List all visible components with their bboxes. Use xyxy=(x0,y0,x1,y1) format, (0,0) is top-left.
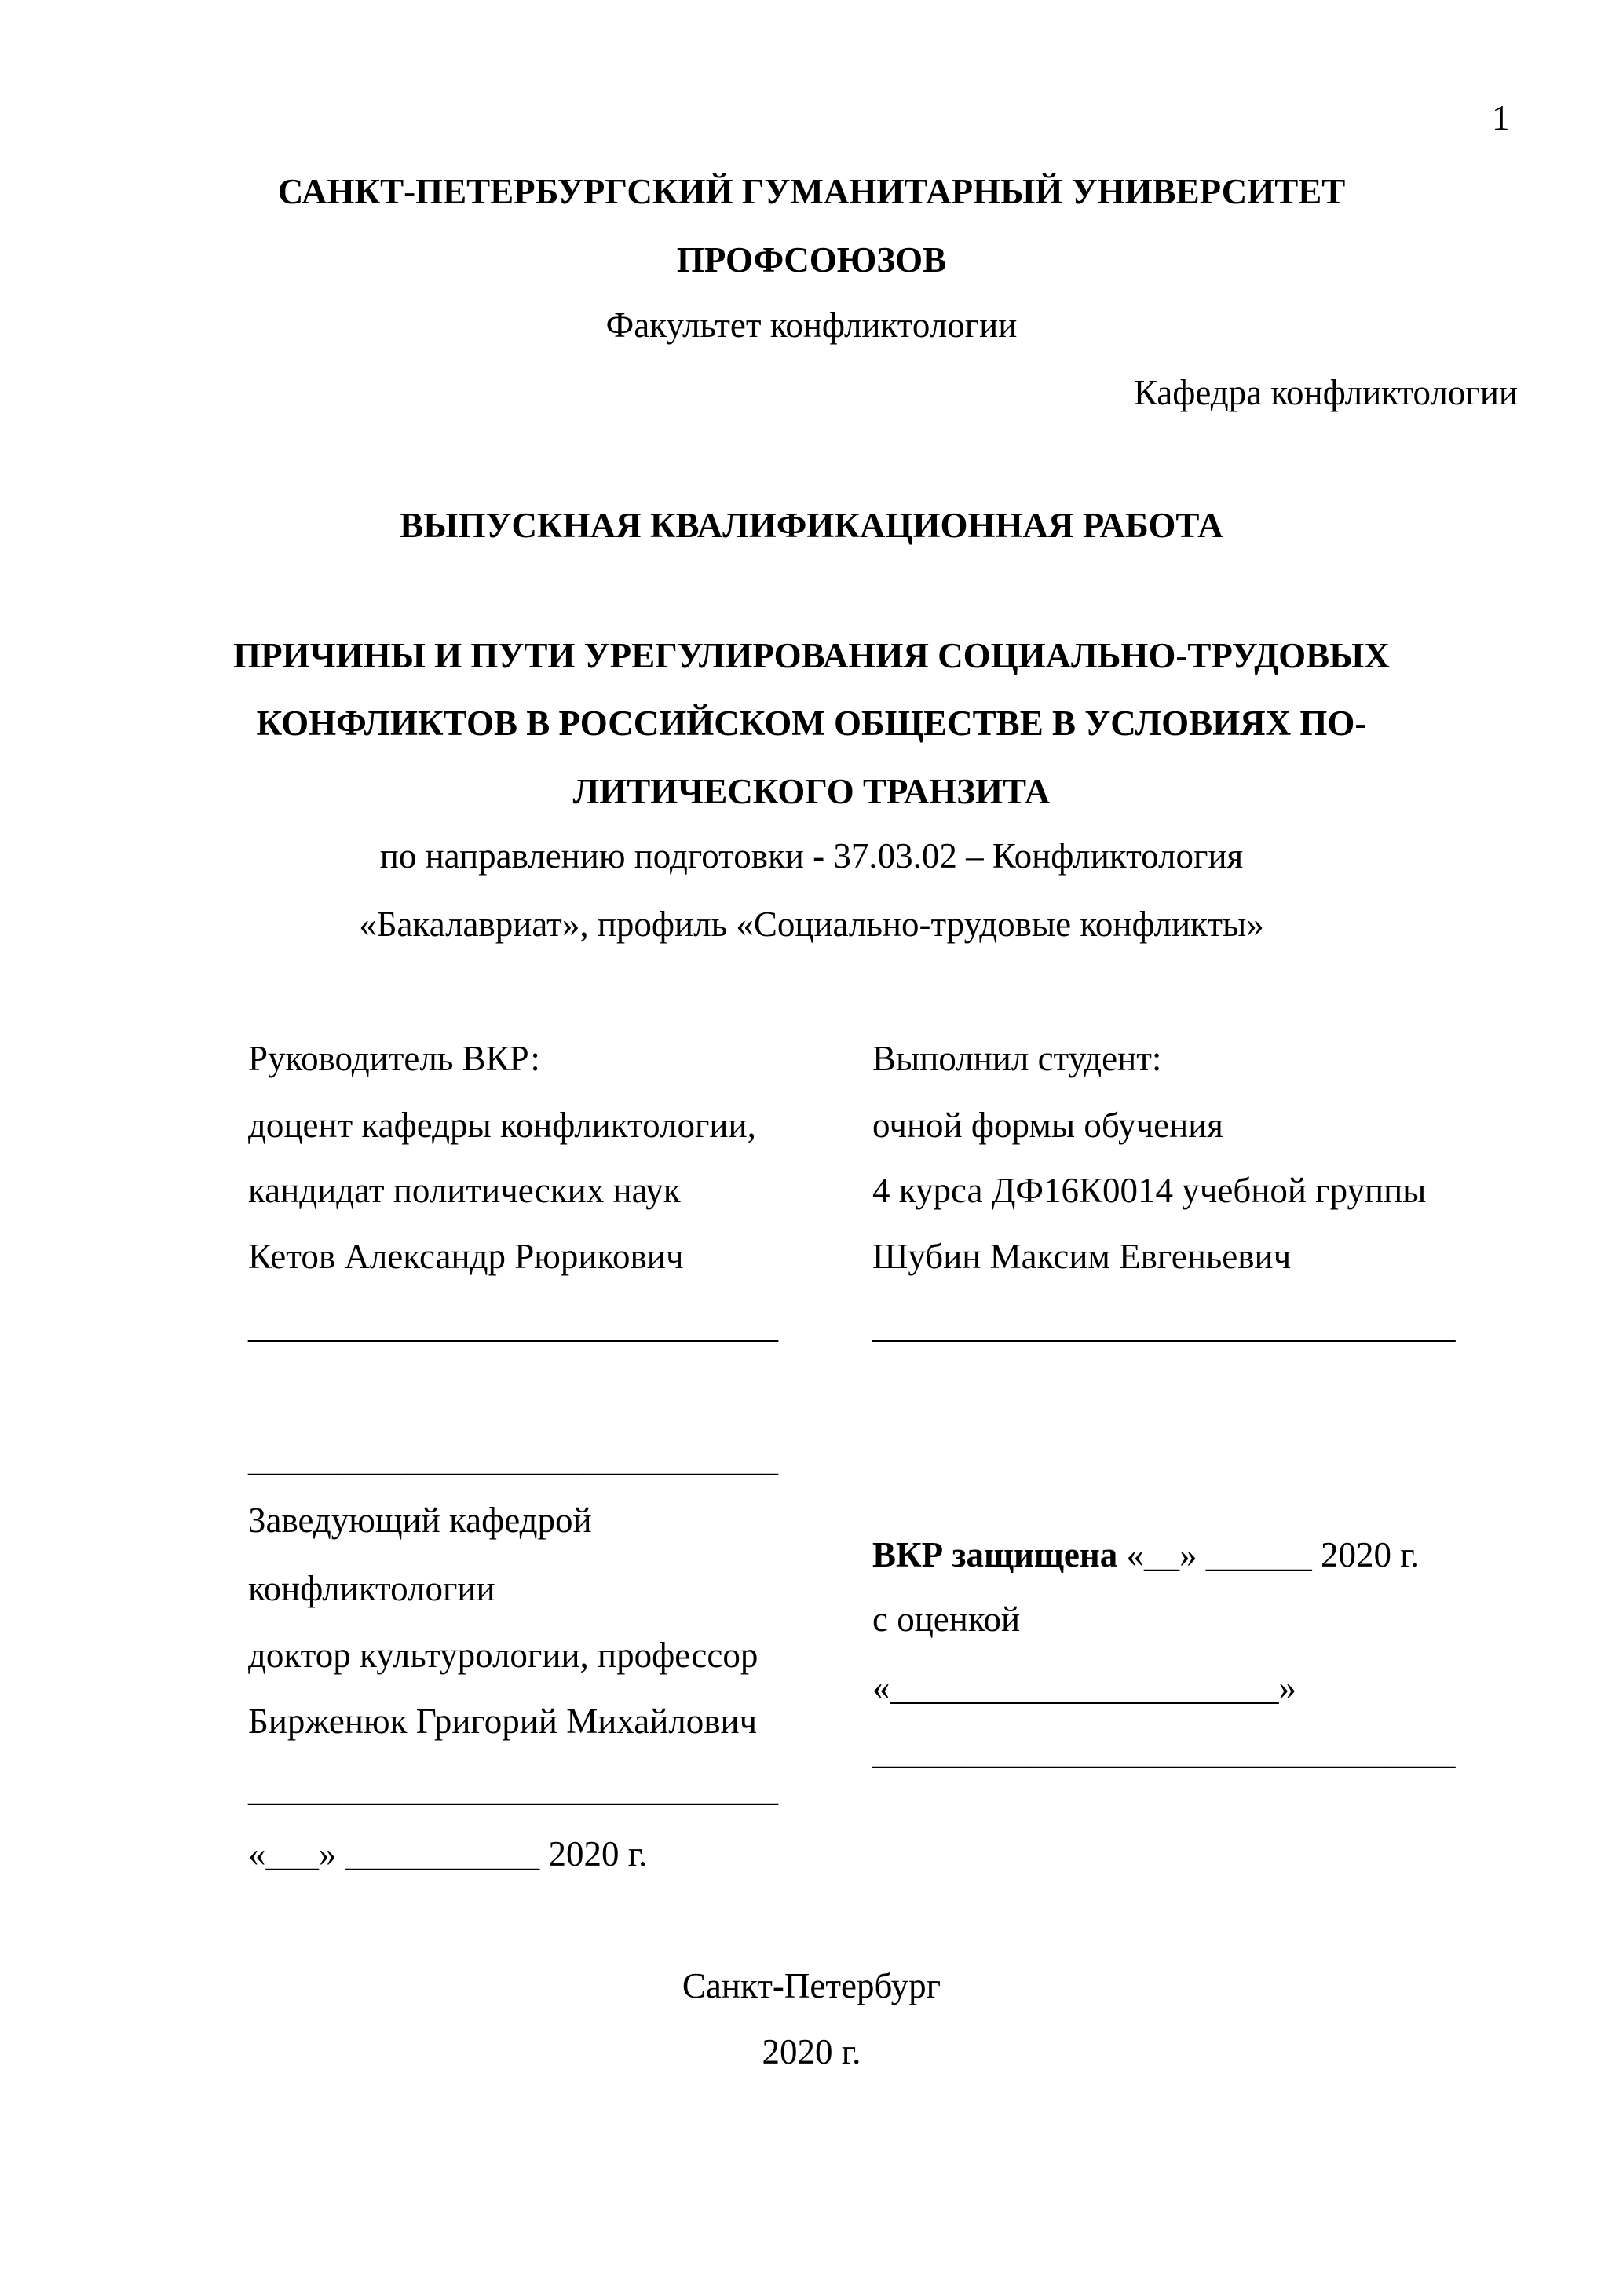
head-line: доктор культурологии, профессор xyxy=(248,1636,758,1675)
supervisor-signature-line: ______________________________ xyxy=(248,1306,778,1345)
supervisor-name: Кетов Александр Рюрикович xyxy=(248,1237,684,1276)
university-name-line2: ПРОФСОЮЗОВ xyxy=(676,240,947,280)
head-line: конфликтологии xyxy=(248,1569,495,1608)
defense-label-bold: ВКР защищена xyxy=(872,1535,1118,1574)
department: Кафедра конфликтологии xyxy=(1133,373,1518,412)
supervisor-line: кандидат политических наук xyxy=(248,1171,681,1210)
topic-line-2: КОНФЛИКТОВ В РОССИЙСКОМ ОБЩЕСТВЕ В УСЛОВИЯХ ПО- xyxy=(256,704,1367,743)
work-type: ВЫПУСКНАЯ КВАЛИФИКАЦИОННАЯ РАБОТА xyxy=(400,506,1223,545)
page-number: 1 xyxy=(1492,98,1510,137)
head-date: «___» ___________ 2020 г. xyxy=(248,1834,648,1874)
direction: по направлению подготовки - 37.03.02 – Конфликтология xyxy=(379,836,1244,876)
year: 2020 г. xyxy=(762,2032,861,2071)
faculty: Факультет конфликтологии xyxy=(605,305,1018,345)
student-line: 4 курса ДФ16К0014 учебной группы xyxy=(872,1171,1427,1210)
head-line: Заведующий кафедрой xyxy=(248,1501,592,1540)
topic-line-3: ЛИТИЧЕСКОГО ТРАНЗИТА xyxy=(572,772,1051,811)
head-line-above: ______________________________ xyxy=(248,1439,778,1479)
head-signature-line: ______________________________ xyxy=(248,1769,778,1808)
defense-signature-line: _________________________________ xyxy=(872,1732,1456,1771)
university-name-line1: САНКТ-ПЕТЕРБУРГСКИЙ ГУМАНИТАРНЫЙ УНИВЕРСИТЕТ xyxy=(277,172,1346,211)
supervisor-line: Руководитель ВКР: xyxy=(248,1039,540,1078)
grade-blank: «______________________» xyxy=(872,1668,1296,1707)
city: Санкт-Петербург xyxy=(682,1966,941,2005)
supervisor-line: доцент кафедры конфликтологии, xyxy=(248,1106,756,1145)
head-name: Бирженюк Григорий Михайлович xyxy=(248,1702,758,1741)
defense-date: «__» ______ 2020 г. xyxy=(1117,1535,1420,1574)
topic-line-1: ПРИЧИНЫ И ПУТИ УРЕГУЛИРОВАНИЯ СОЦИАЛЬНО-ТРУДОВЫХ xyxy=(233,636,1390,675)
profile: «Бакалавриат», профиль «Социально-трудовые конфликты» xyxy=(359,905,1264,944)
defense-label xyxy=(872,1533,1420,1577)
grade-label: с оценкой xyxy=(872,1600,1021,1639)
student-signature-line: _________________________________ xyxy=(872,1306,1456,1345)
student-line: Выполнил студент: xyxy=(872,1039,1162,1078)
student-line: очной формы обучения xyxy=(872,1106,1223,1145)
student-name: Шубин Максим Евгеньевич xyxy=(872,1237,1292,1276)
